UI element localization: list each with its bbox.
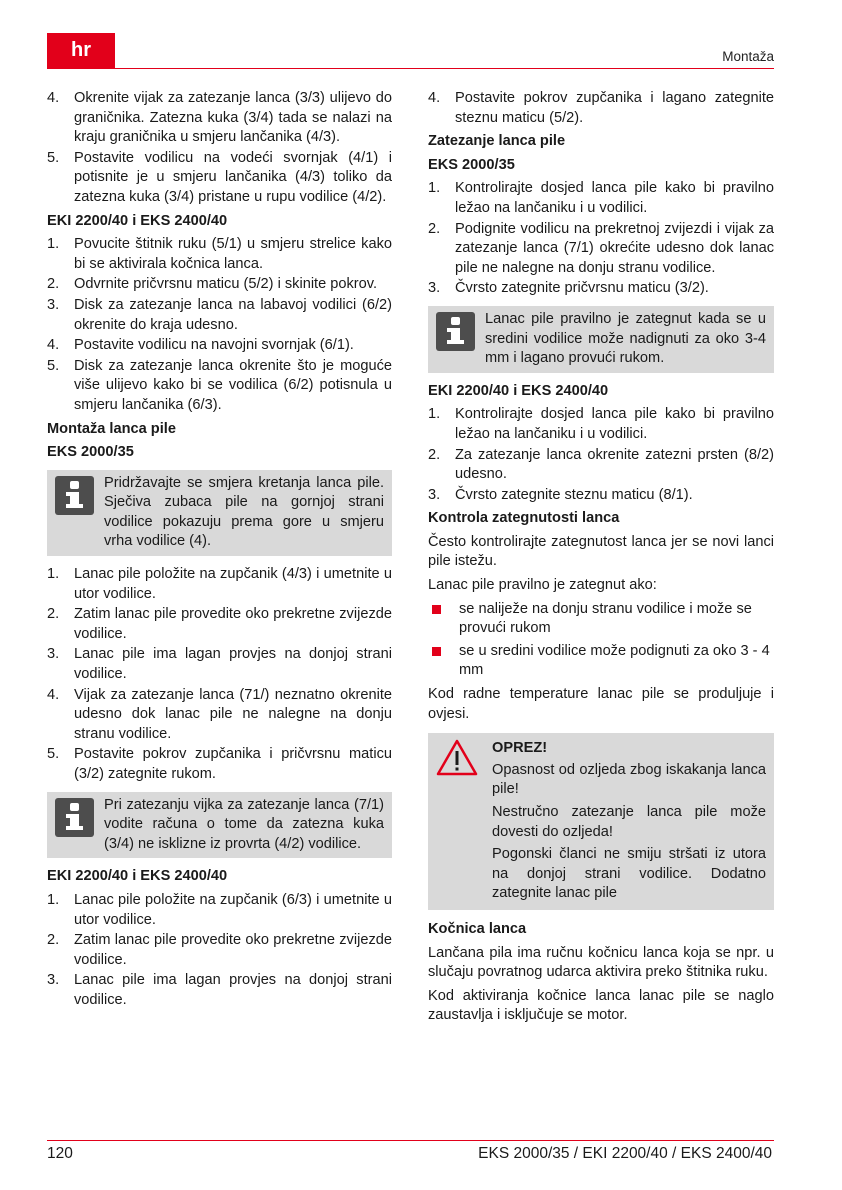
eki-guide-steps xyxy=(47,235,392,415)
warning-text: Nestručno zatezanje lanca pile može dovesti do ozljeda! xyxy=(492,804,766,840)
info-icon xyxy=(55,476,94,515)
list-item: se u sredini vodilice može podignuti za oko 3 - 4 mm xyxy=(428,642,774,681)
list-item: 3. Lanac pile ima lagan provjes na donjoj strani vodilice. xyxy=(47,646,392,683)
list-item: 2. Zatim lanac pile provedite oko prekretne zvijezde vodilice. xyxy=(47,932,392,968)
info-note xyxy=(47,792,392,859)
list-item: 3. Čvrsto zategnite pričvrsnu maticu (3/2). xyxy=(428,280,709,297)
section-title: Montaža xyxy=(722,49,774,64)
info-icon xyxy=(436,312,475,351)
page-number: 120 xyxy=(47,1145,73,1162)
info-note xyxy=(47,470,392,556)
paragraph: Kod aktiviranja kočnice lanca lanac pile se naglo zaustavlja i isključuje se motor. xyxy=(428,987,774,1024)
subsection-heading: EKS 2000/35 xyxy=(428,156,515,173)
list-item: 3. Lanac pile ima lagan provjes na donjoj strani vodilice. xyxy=(47,972,392,1008)
warning-text: Pogonski članci ne smiju stršati iz utora na donjoj strani vodilice. Dodatno zategnite lanac pile xyxy=(492,846,766,902)
subsection-heading: EKS 2000/35 xyxy=(47,444,134,461)
list-item: 5. Postavite vodilicu na vodeći svornjak (4/1) i potisnite je u smjeru lančanika (4/3) toliko da zatezna kuka (3/4) pristane u rupu vodilice (4/2). xyxy=(47,149,392,205)
tension-steps-eki xyxy=(428,405,774,505)
list-item: 2. Za zatezanje lanca okrenite zatezni prsten (8/2) udesno. xyxy=(428,446,774,483)
eki-chain-steps-continued xyxy=(428,89,774,128)
language-tab: hr xyxy=(47,33,115,68)
list-item: 2. Odvrnite pričvrsnu maticu (5/2) i skinite pokrov. xyxy=(47,276,378,293)
section-heading: EKI 2200/40 i EKS 2400/40 xyxy=(428,382,609,399)
list-item: 1. Kontrolirajte dosjed lanca pile kako bi pravilno ležao na lančaniku i u vodilici. xyxy=(428,180,774,216)
list-item: 1. Lanac pile položite na zupčanik (6/3) i umetnite u utor vodilice. xyxy=(47,891,392,928)
list-item: 2. Zatim lanac pile provedite oko prekretne zvijezde vodilice. xyxy=(47,606,392,642)
list-item: 5. Disk za zatezanje lanca okrenite što je moguće više ulijevo kako bi se vodilica (6/2) potisnula u smjeru lančanika (6/3). xyxy=(47,357,392,413)
paragraph: Lančana pila ima ručnu kočnicu lanca koja se npr. u slučaju povratnog udarca aktivira preko štitnika ruku. xyxy=(428,944,774,981)
section-heading: Zatezanje lanca pile xyxy=(428,133,566,150)
list-item: 1. Povucite štitnik ruku (5/1) u smjeru strelice kako bi se aktivirala kočnica lanca. xyxy=(47,236,392,272)
chain-mount-steps xyxy=(47,565,392,785)
list-item: 1. Lanac pile položite na zupčanik (4/3) i umetnite u utor vodilice. xyxy=(47,566,392,602)
assembly-steps-continued xyxy=(47,89,392,208)
warning-box xyxy=(428,733,774,910)
paragraph: Kod radne temperature lanac pile se produljuje i ovjesi. xyxy=(428,686,774,722)
section-heading: Montaža lanca pile xyxy=(47,420,176,437)
note-text: Pri zatezanju vijka za zatezanje lanca (7/1) vodite računa o tome da zatezna kuka (3/4) ne isklizne iz provrta (4/2) vodilice. xyxy=(104,796,384,852)
section-heading: EKI 2200/40 i EKS 2400/40 xyxy=(47,212,228,229)
list-item: 3. Disk za zatezanje lanca na labavoj vodilici (6/2) okrenite do kraja udesno. xyxy=(47,296,392,333)
list-item: 5. Postavite pokrov zupčanika i pričvrsnu maticu (3/2) zategnite rukom. xyxy=(47,746,392,782)
left-column xyxy=(47,89,392,1015)
warning-text: Opasnost od ozljeda zbog iskakanja lanca pile! xyxy=(492,761,766,798)
footer-divider xyxy=(47,1140,774,1141)
list-item: 4. Vijak za zatezanje lanca (71/) neznatno okrenite udesno dok lanac pile ne nalegne na donju stranu vodilice. xyxy=(47,686,392,742)
bullet-square-icon xyxy=(432,647,441,656)
footer-models: EKS 2000/35 / EKI 2200/40 / EKS 2400/40 xyxy=(478,1145,772,1162)
list-item: 4. Postavite vodilicu na navojni svornjak (6/1). xyxy=(47,337,354,354)
section-heading: EKI 2200/40 i EKS 2400/40 xyxy=(47,868,228,885)
paragraph: Često kontrolirajte zategnutost lanca jer se novi lanci pile istežu. xyxy=(428,533,774,570)
warning-triangle-icon xyxy=(436,739,478,907)
note-text: Lanac pile pravilno je zategnut kada se u sredini vodilice može nadignuti za oko 3-4 mm i lagano provući rukom. xyxy=(485,310,766,367)
section-heading: Kočnica lanca xyxy=(428,920,527,937)
list-item: se naliježe na donju stranu vodilice i može se provući rukom xyxy=(428,600,774,639)
eki-chain-steps xyxy=(47,891,392,1011)
paragraph: Lanac pile pravilno je zategnut ako: xyxy=(428,577,657,594)
right-column xyxy=(428,89,774,1030)
info-note xyxy=(428,306,774,373)
note-text: Pridržavajte se smjera kretanja lanca pile. Sječiva zubaca pile na gornjoj strani vodilice pokazuju prema gore u smjeru vrha vodilice (4). xyxy=(104,474,384,550)
section-heading: Kontrola zategnutosti lanca xyxy=(428,510,620,527)
list-item: 1. Kontrolirajte dosjed lanca pile kako bi pravilno ležao na lančaniku i u vodilici. xyxy=(428,406,774,442)
info-icon xyxy=(55,798,94,837)
tension-steps-eks xyxy=(428,179,774,299)
list-item: 4. Postavite pokrov zupčanika i lagano zategnite steznu maticu (5/2). xyxy=(428,90,774,126)
condition-list xyxy=(428,600,774,681)
warning-title: OPREZ! xyxy=(492,740,548,757)
header-divider xyxy=(47,68,774,69)
list-item: 3. Čvrsto zategnite steznu maticu (8/1). xyxy=(428,486,693,503)
list-item: 4. Okrenite vijak za zatezanje lanca (3/3) ulijevo do graničnika. Zatezna kuka (3/4) tada se nalazi na kraju graničnika u smjeru lančanika (4/3). xyxy=(47,90,392,146)
warning-body xyxy=(492,739,766,907)
bullet-square-icon xyxy=(432,605,441,614)
list-item: 2. Podignite vodilicu na prekretnoj zvijezdi i vijak za zatezanje lanca (7/1) okrećite udesno dok lanac pile ne nalegne na donju stranu vodilice. xyxy=(428,220,774,276)
